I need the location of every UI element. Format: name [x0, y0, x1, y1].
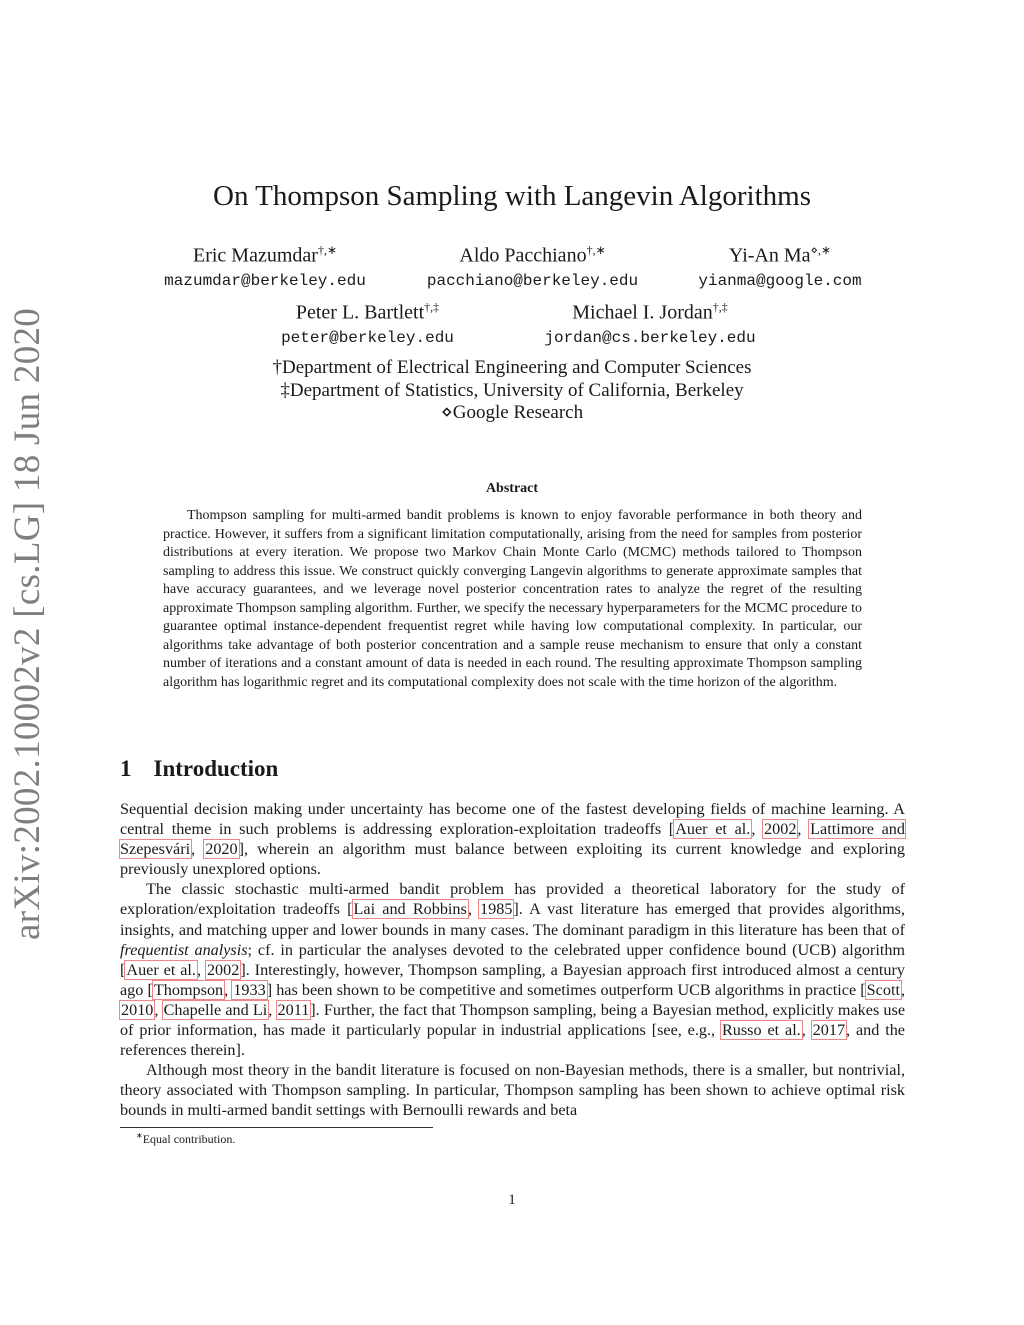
citation-link[interactable]: Lai and Robbins [353, 900, 467, 919]
text-run: ], wherein an algorithm must balance between exploiting its current knowledge and exploring previously unexplored options. [120, 840, 905, 879]
citation-link[interactable]: Auer et al. [126, 960, 196, 979]
author-block [140, 237, 390, 293]
citation-link[interactable]: 2002 [764, 820, 797, 839]
citation-link[interactable]: 2020 [205, 840, 238, 859]
citation-link[interactable]: Russo et al. [721, 1021, 801, 1040]
text-run: Sequential decision making under uncertainty has become one of the fastest developing fields of machine learning. A central theme in such problems is addressing exploration-exploitation tradeoffs [ [120, 800, 905, 839]
text-run: , and the references therein]. [120, 1021, 905, 1060]
text-run: ; cf. in particular the analyses devoted to the celebrated upper confidence bound (UCB) algorithm [ [120, 940, 906, 979]
text-run: , [268, 1000, 277, 1019]
text-run: ]. Interestingly, however, Thompson sampling, a Bayesian approach first introduced almost a century ago [ [120, 960, 905, 999]
text-run: ]. Further, the fact that Thompson sampling, being a Bayesian method, explicitly makes use of prior information, has made it particularly popular in industrial applications [see, e.g., [120, 1000, 906, 1040]
text-run: , [196, 960, 206, 979]
text-run: ] has been shown to be competitive and sometimes outperform UCB algorithms in practice [ [266, 980, 866, 999]
affiliation: ⋄Google Research [440, 402, 584, 423]
text-run: , [751, 820, 764, 839]
author-email[interactable]: peter@berkeley.edu [281, 328, 454, 347]
author-block [680, 237, 880, 293]
footnote [120, 1131, 235, 1147]
affiliation: ‡Department of Statistics, University of California, Berkeley [280, 380, 744, 401]
section-heading [120, 756, 278, 782]
author-marks: †,‡ [712, 300, 728, 314]
arxiv-identifier-stamp: arXiv:2002.10002v2 [cs.LG] 18 Jun 2020 [7, 307, 48, 940]
author-email[interactable]: jordan@cs.berkeley.edu [544, 328, 756, 347]
text-run: , [797, 820, 810, 839]
paper-title: On Thompson Sampling with Langevin Algorithms [213, 180, 811, 212]
author-name: Aldo Pacchiano [459, 244, 587, 267]
citation-link[interactable]: Chapelle and Li [163, 1000, 268, 1019]
abstract-body: Thompson sampling for multi-armed bandit problems is known to enjoy favorable performance in both theory and practice. However, it suffers from a significant limitation computationally, arising from the need for samples from posterior distributions at every iteration. We propose two Markov Chain Monte Carlo (MCMC) methods tailored to Thompson sampling to address this issue. We construct quickly converging Langevin algorithms to generate approximate samples that have accuracy guarantees, and we leverage novel posterior concentration rates to analyze the regret of the resulting approximate Thompson sampling algorithm. Further, we specify the necessary hyperparameters for the MCMC procedure to guarantee optimal instance-dependent frequentist regret while having low computational complexity. In particular, our algorithms take advantage of both posterior concentration and a sample reuse mechanism to ensure that only a constant number of iterations and a constant amount of data is needed in each round. The resulting approximate Thompson sampling algorithm has logarithmic regret and its computational complexity does not scale with the time horizon of the algorithm. [163, 508, 862, 690]
citation-link[interactable]: 1933 [233, 980, 266, 999]
citation-link[interactable]: 2011 [277, 1000, 310, 1019]
text-run: , [224, 980, 233, 999]
text-run: , [467, 900, 480, 919]
author-marks: †,‡ [424, 300, 440, 314]
footnote-mark: ∗ [136, 1131, 143, 1140]
text-run: Although most theory in the bandit literature is focused on non-Bayesian methods, there is a smaller, but nontrivial, theory associated with Thompson sampling. In particular, Thompson sampling has been shown to achieve optimal risk bounds in multi-armed bandit settings with Bernoulli rewards and beta [120, 1061, 905, 1120]
citation-link[interactable]: Lattimore and Szepesvári [120, 820, 905, 859]
citation-link[interactable]: Thompson [153, 980, 224, 999]
text-run: , [900, 980, 905, 999]
author-name: Peter L. Bartlett [295, 301, 425, 324]
section-title: Introduction [153, 756, 279, 781]
affiliation: †Department of Electrical Engineering and Computer Sciences [272, 357, 752, 378]
author-email[interactable]: yianma@google.com [698, 271, 862, 290]
author-name: Yi-An Ma [728, 244, 811, 267]
text-run: , [191, 840, 205, 859]
footnote-divider [120, 1127, 433, 1128]
author-block [255, 294, 480, 350]
abstract-heading: Abstract [485, 481, 539, 496]
citation-link[interactable]: 1985 [480, 900, 513, 919]
author-name: Eric Mazumdar [192, 244, 318, 267]
author-marks: ⋄,∗ [810, 243, 832, 257]
paragraph [120, 879, 905, 1060]
author-email[interactable]: pacchiano@berkeley.edu [426, 271, 639, 290]
paragraph [120, 1060, 905, 1120]
author-marks: †,∗ [317, 243, 337, 257]
citation-link[interactable]: Scott [866, 980, 900, 999]
citation-link[interactable]: 2002 [206, 960, 240, 979]
section-body [120, 799, 905, 1121]
page-number: 1 [508, 1192, 516, 1208]
footnote-text: Equal contribution. [142, 1132, 236, 1146]
text-run: , [801, 1021, 812, 1040]
section-number: 1 [120, 756, 132, 781]
paragraph [120, 799, 905, 879]
author-name: Michael I. Jordan [572, 301, 713, 324]
citation-link[interactable]: Auer et al. [675, 820, 751, 839]
citation-link[interactable]: 2010 [121, 1000, 154, 1019]
author-block [405, 237, 660, 293]
text-run: The classic stochastic multi-armed bandit problem has provided a theoretical laboratory for the study of exploration/exploitation tradeoffs [ [120, 880, 905, 919]
author-email[interactable]: mazumdar@berkeley.edu [164, 271, 366, 290]
citation-link[interactable]: 2017 [812, 1021, 846, 1040]
author-block [515, 294, 785, 350]
author-marks: †,∗ [586, 243, 606, 257]
text-run: , [154, 1000, 163, 1019]
emphasis: frequentist analysis [120, 940, 248, 959]
text-run: ]. A vast literature has emerged that provides algorithms, insights, and matching upper and lower bounds in many cases. The dominant paradigm in this literature has been that of [120, 900, 906, 939]
